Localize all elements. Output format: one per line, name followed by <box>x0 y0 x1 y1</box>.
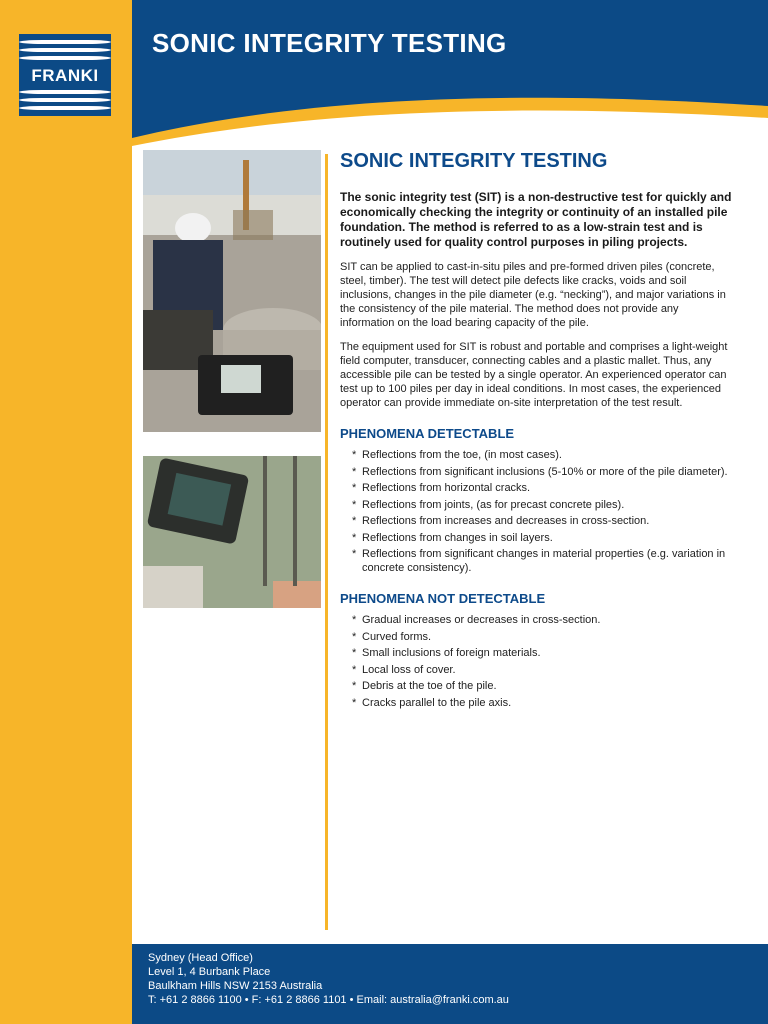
list-item: * Reflections from horizontal cracks. <box>352 482 735 496</box>
list-item: * Local loss of cover. <box>352 664 735 678</box>
office-name: Sydney (Head Office) <box>148 952 253 964</box>
detectable-heading: PHENOMENA DETECTABLE <box>340 426 515 441</box>
field-computer-photo <box>143 456 321 608</box>
list-item: * Cracks parallel to the pile axis. <box>352 697 735 711</box>
header-swoosh <box>132 0 768 150</box>
contact-line: T: +61 2 8866 1100 • F: +61 2 8866 1101 • Email: australia@franki.com.au <box>148 994 509 1006</box>
not-detectable-list <box>340 614 735 710</box>
list-item: * Reflections from the toe, (in most cases). <box>352 449 735 463</box>
list-item: * Debris at the toe of the pile. <box>352 680 735 694</box>
page-title: SONIC INTEGRITY TESTING <box>340 150 608 172</box>
list-item: * Small inclusions of foreign materials. <box>352 647 735 661</box>
intro-paragraph: The sonic integrity test (SIT) is a non-destructive test for quickly and economically checking the integrity or continuity of an installed pile foundation. The method is referred to as a low-strain test and is routinely used for quality control purposes in piling projects. <box>340 190 732 249</box>
body-paragraph-1: SIT can be applied to cast-in-situ piles and pre-formed driven piles (concrete, steel, timber). The test will detect pile defects like cracks, voids and soil inclusions, changes in the pile diameter (e.g. “necking”), and major variations in the consistency of the pile material. The method does not provide any information on the load bearing capacity of the pile. <box>340 261 726 329</box>
list-item: * Reflections from significant changes in material properties (e.g. variation in concrete consistency). <box>352 548 735 575</box>
address-line-1: Level 1, 4 Burbank Place <box>148 966 271 978</box>
body-paragraph-2: The equipment used for SIT is robust and portable and comprises a light-weight field computer, transducer, connecting cables and a plastic mallet. Thus, any accessible pile can be tested by a single operator. An experienced operator can test up to 100 piles per day in ideal conditions. In most cases, the experienced operator can provide immediate on-site interpretation of the test result. <box>340 341 728 409</box>
logo-text: FRANKI <box>19 67 111 85</box>
franki-logo <box>19 34 111 116</box>
address-line-2: Baulkham Hills NSW 2153 Australia <box>148 980 323 992</box>
list-item: * Curved forms. <box>352 631 735 645</box>
not-detectable-heading: PHENOMENA NOT DETECTABLE <box>340 591 546 606</box>
list-item: * Reflections from increases and decreases in cross-section. <box>352 515 735 529</box>
list-item: * Reflections from changes in soil layers. <box>352 532 735 546</box>
left-color-strip <box>0 0 132 1024</box>
header-title: SONIC INTEGRITY TESTING <box>152 28 507 58</box>
list-item: * Reflections from joints, (as for precast concrete piles). <box>352 499 735 513</box>
site-worker-photo <box>143 150 321 432</box>
page-header <box>132 0 768 150</box>
detectable-list <box>340 449 735 575</box>
contact-footer <box>132 944 768 1024</box>
list-item: * Gradual increases or decreases in cross-section. <box>352 614 735 628</box>
list-item: * Reflections from significant inclusions (5-10% or more of the pile diameter). <box>352 466 735 480</box>
main-content <box>340 150 735 713</box>
vertical-divider <box>325 154 328 930</box>
